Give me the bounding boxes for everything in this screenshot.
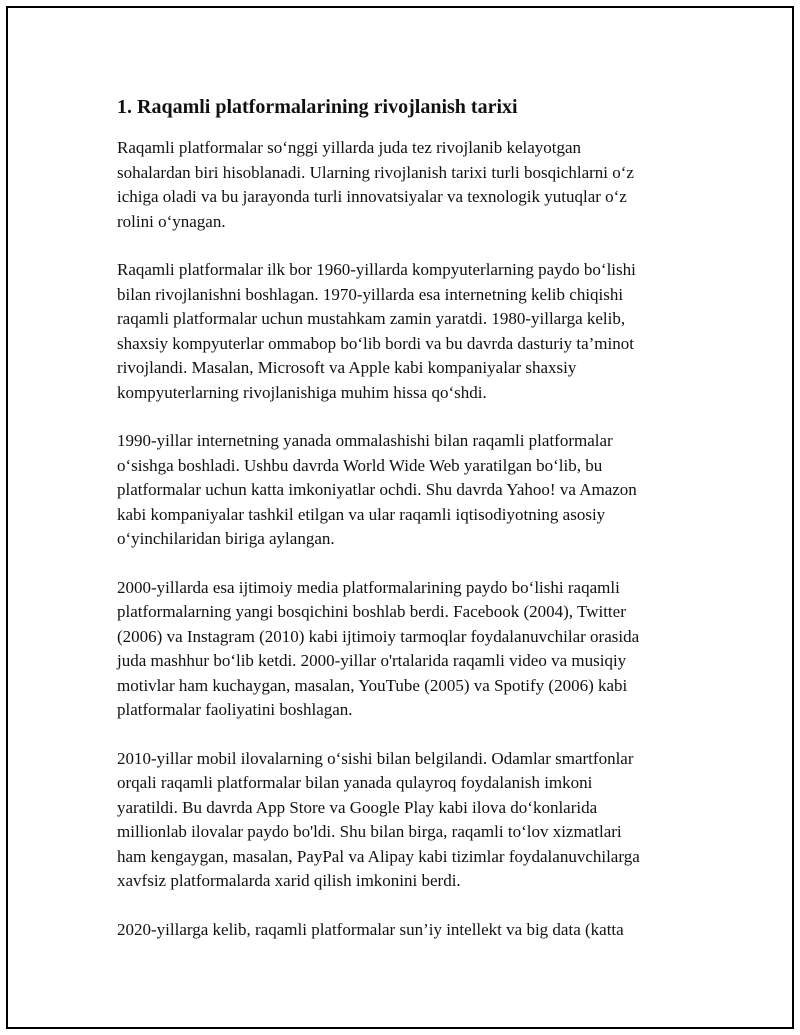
text-line: shaxsiy kompyuterlar ommabop bo‘lib bordi va bu davrda dasturiy ta’minot: [117, 333, 634, 353]
text-line: ichiga oladi va bu jarayonda turli innovatsiyalar va texnologik yutuqlar o‘z: [117, 187, 627, 206]
text-line: rolini o‘ynagan.: [117, 211, 226, 231]
text-line: platformalar uchun katta imkoniyatlar ochdi. Shu davrda Yahoo! va Amazon: [117, 480, 637, 499]
paragraph: [117, 576, 697, 723]
text-line: millionlab ilovalar paydo bo'ldi. Shu bilan birga, raqamli to‘lov xizmatlari: [117, 822, 622, 841]
text-line: (2006) va Instagram (2010) kabi ijtimoiy tarmoqlar foydalanuvchilar orasida: [117, 626, 640, 646]
text-line: kompyuterlarning rivojlanishiga muhim hissa qo‘shdi.: [117, 382, 487, 402]
paragraph: [117, 258, 697, 405]
text-line: 2000-yillarda esa ijtimoiy media platformalarining paydo bo‘lishi raqamli: [117, 577, 620, 597]
text-line: kabi kompaniyalar tashkil etilgan va ular raqamli iqtisodiyotning asosiy: [117, 504, 606, 524]
text-line: platformalarning yangi bosqichini boshlab berdi. Facebook (2004), Twitter: [117, 602, 626, 621]
text-line: sohalardan biri hisoblanadi. Ularning rivojlanish tarixi turli bosqichlarni o‘z: [117, 162, 634, 182]
text-line: 2020-yillarga kelib, raqamli platformalar sun’iy intellekt va big data (katta: [117, 919, 624, 939]
paragraph: [117, 918, 697, 943]
text-line: rivojlandi. Masalan, Microsoft va Apple kabi kompaniyalar shaxsiy: [117, 358, 577, 377]
section-heading: 1. Raqamli platformalarining rivojlanish tarixi: [117, 96, 518, 118]
text-line: o‘yinchilaridan biriga aylangan.: [117, 529, 335, 548]
text-line: ham kengaygan, masalan, PayPal va Alipay kabi tizimlar foydalanuvchilarga: [117, 846, 640, 866]
text-line: o‘sishga boshladi. Ushbu davrda World Wide Web yaratilgan bo‘lib, bu: [117, 455, 603, 475]
text-line: orqali raqamli platformalar bilan yanada qulayroq foydalanish imkoni: [117, 773, 593, 792]
text-line: Raqamli platformalar ilk bor 1960-yillarda kompyuterlarning paydo bo‘lishi: [117, 260, 636, 279]
text-line: xavfsiz platformalarda xarid qilish imkonini berdi.: [117, 871, 461, 890]
text-line: Raqamli platformalar so‘nggi yillarda juda tez rivojlanib kelayotgan: [117, 138, 582, 157]
text-line: yaratildi. Bu davrda App Store va Google Play kabi ilova do‘konlarida: [117, 797, 598, 817]
paragraph: [117, 747, 697, 894]
text-line: juda mashhur bo‘lib ketdi. 2000-yillar o'rtalarida raqamli video va musiqiy: [117, 651, 627, 670]
text-line: 1990-yillar internetning yanada ommalashishi bilan raqamli platformalar: [117, 431, 613, 450]
text-line: bilan rivojlanishni boshlagan. 1970-yillarda esa internetning kelib chiqishi: [117, 284, 624, 304]
paragraph: [117, 136, 697, 234]
paragraph: [117, 429, 697, 552]
text-line: platformalar faoliyatini boshlagan.: [117, 700, 353, 719]
text-line: raqamli platformalar uchun mustahkam zamin yaratdi. 1980-yillarga kelib,: [117, 309, 626, 328]
text-line: motivlar ham kuchaygan, masalan, YouTube (2005) va Spotify (2006) kabi: [117, 675, 628, 695]
text-line: 2010-yillar mobil ilovalarning o‘sishi bilan belgilandi. Odamlar smartfonlar: [117, 748, 634, 768]
document-body: [117, 93, 697, 966]
